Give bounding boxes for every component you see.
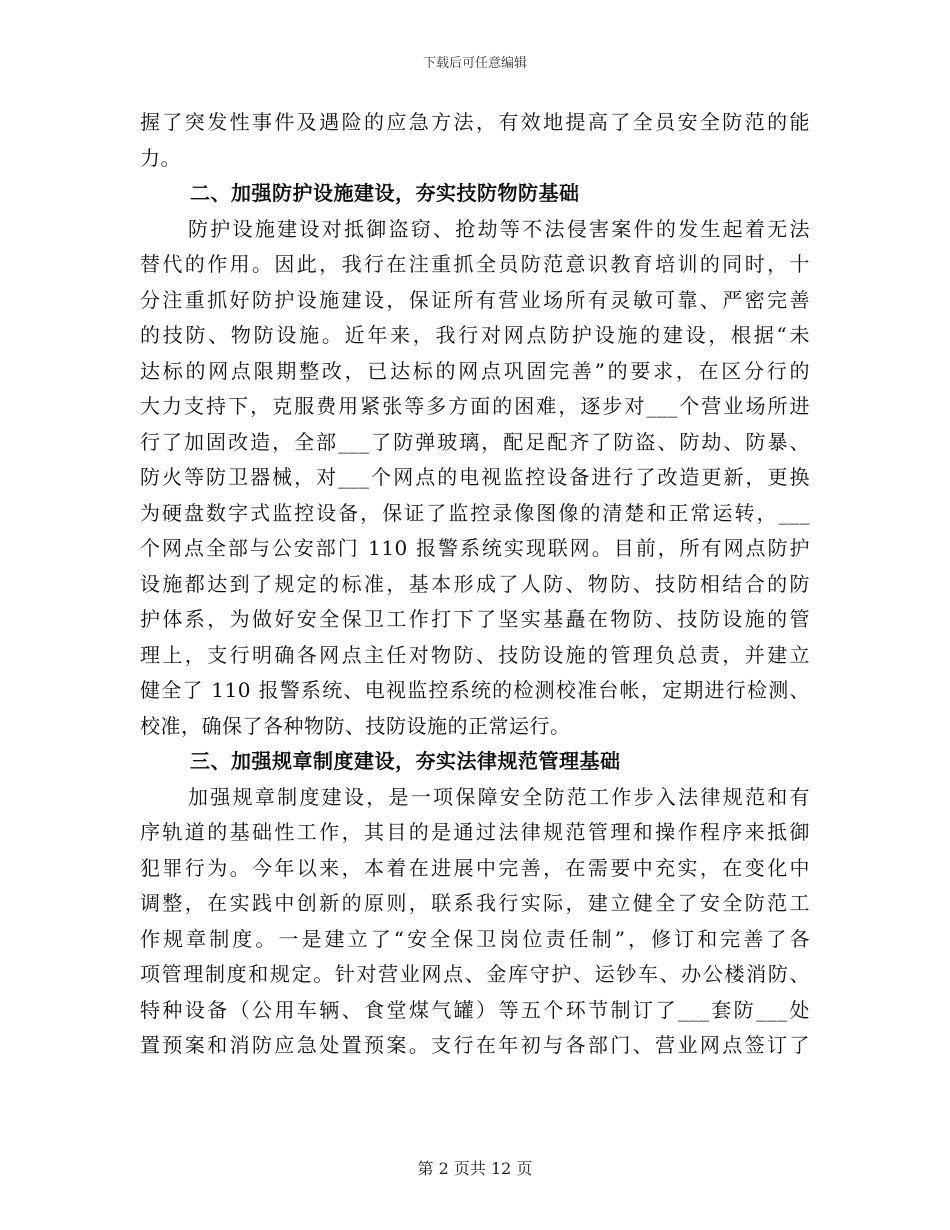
paragraph-line: 理上，支行明确各网点主任对物防、技防设施的管理负总责，并建立 xyxy=(140,642,810,667)
paragraph-line: 健全了 110 报警系统、电视监控系统的检测校准台帐，定期进行检测、 xyxy=(140,678,810,702)
paragraph-line: 个网点全部与公安部门 110 报警系统实现联网。目前，所有网点防护 xyxy=(140,536,810,560)
paragraph-line: 护体系，为做好安全保卫工作打下了坚实基矗在物防、技防设施的管 xyxy=(140,607,810,631)
paragraph-line: 犯罪行为。今年以来，本着在进展中完善，在需要中充实，在变化中 xyxy=(140,855,810,880)
paragraph-line: 特种设备（公用车辆、食堂煤气罐）等五个环节制订了___套防___处 xyxy=(140,997,810,1022)
paragraph-line: 为硬盘数字式监控设备，保证了监控录像图像的清楚和正常运转，___ xyxy=(140,500,810,525)
paragraph-line: 项管理制度和规定。针对营业网点、金库守护、运钞车、办公楼消防、 xyxy=(140,962,810,986)
paragraph-line: 达标的网点限期整改，已达标的网点巩固完善”的要求，在区分行的 xyxy=(140,358,810,383)
section-heading: 二、加强防护设施建设，夯实技防物防基础 xyxy=(190,181,580,205)
paragraph-line: 防火等防卫器械，对___个网点的电视监控设备进行了改造更新，更换 xyxy=(140,465,810,489)
paragraph-line: 置预案和消防应急处置预案。支行在年初与各部门、营业网点签订了 xyxy=(140,1033,810,1057)
page-number-footer: 第 2 页共 12 页 xyxy=(417,1159,533,1178)
paragraph-line: 设施都达到了规定的标准，基本形成了人防、物防、技防相结合的防 xyxy=(140,571,810,596)
paragraph-line: 作规章制度。一是建立了“安全保卫岗位责任制”，修订和完善了各 xyxy=(140,926,810,951)
paragraph-line: 调整，在实践中创新的原则，联系我行实际，建立健全了安全防范工 xyxy=(140,891,810,915)
paragraph-line: 序轨道的基础性工作，其目的是通过法律规范管理和操作程序来抵御 xyxy=(140,820,810,844)
paragraph-line: 校准，确保了各种物防、技防设施的正常运行。 xyxy=(140,713,571,738)
paragraph-line: 替代的作用。因此，我行在注重抓全员防范意识教育培训的同时，十 xyxy=(140,252,810,276)
paragraph-line: 大力支持下，克服费用紧张等多方面的困难，逐步对___个营业场所进 xyxy=(140,394,810,418)
paragraph-line: 防护设施建设对抵御盗窃、抢劫等不法侵害案件的发生起着无法 xyxy=(188,216,810,241)
paragraph-line: 握了突发性事件及遇险的应急方法，有效地提高了全员安全防范的能 xyxy=(140,110,810,134)
page-header: 下载后可任意编辑 xyxy=(422,56,527,71)
document-body xyxy=(140,105,810,1064)
section-heading: 三、加强规章制度建设，夯实法律规范管理基础 xyxy=(190,749,621,773)
paragraph-line: 的技防、物防设施。近年来，我行对网点防护设施的建设，根据“未 xyxy=(140,323,810,347)
paragraph-line: 分注重抓好防护设施建设，保证所有营业场所有灵敏可靠、严密完善 xyxy=(140,287,810,312)
paragraph-line: 力。 xyxy=(140,145,181,170)
paragraph-line: 行了加固改造，全部___了防弹玻璃，配足配齐了防盗、防劫、防暴、 xyxy=(140,429,810,454)
paragraph-line: 加强规章制度建设，是一项保障安全防范工作步入法律规范和有 xyxy=(188,784,810,809)
